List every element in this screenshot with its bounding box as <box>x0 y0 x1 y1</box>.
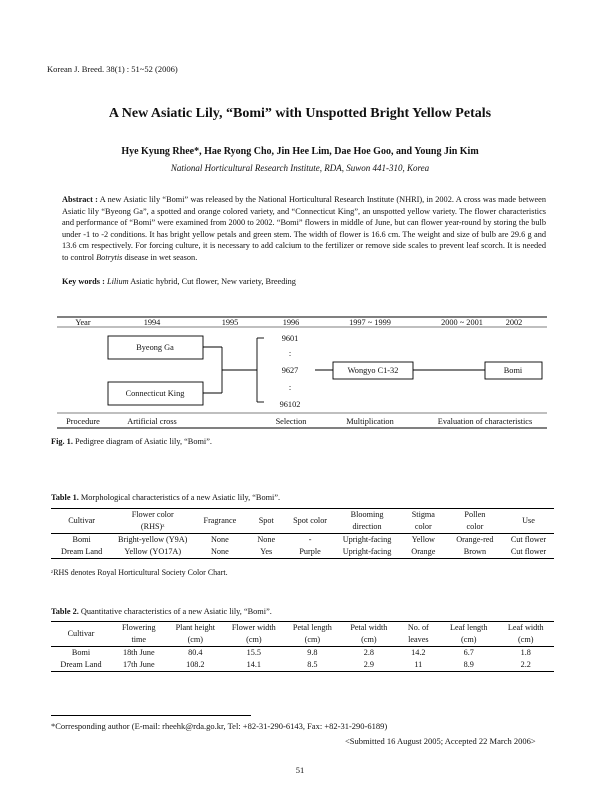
affiliation: National Horticultural Research Institute, RDA, Suwon 441-310, Korea <box>170 163 430 173</box>
line-dots-1: : <box>288 349 292 358</box>
table2 <box>51 621 554 672</box>
line-9601: 9601 <box>281 334 299 343</box>
table1-cell: - <box>308 535 312 544</box>
table2-cell: 8.5 <box>284 659 341 672</box>
year-1996: 1996 <box>282 318 300 327</box>
table2-header-plant-height: Plant height (cm) <box>167 622 224 647</box>
year-2002: 2002 <box>505 318 523 327</box>
table2-cell: 2.9 <box>341 659 397 672</box>
table1-header-pollen-color: Pollen color <box>447 509 503 534</box>
table1-cell: None <box>211 535 229 544</box>
table1-header-row <box>51 509 554 534</box>
table1-header-use: Use <box>503 509 554 534</box>
table1-header-blooming-direction: Blooming direction <box>334 509 400 534</box>
table1-header-flower-color: Flower color (RHS)ᶻ <box>112 509 193 534</box>
keywords-text: Asiatic hybrid, Cut flower, New variety, Breeding <box>128 277 296 286</box>
year-1995: 1995 <box>221 318 239 327</box>
table1-footnote: ᶻRHS denotes Royal Horticultural Society Color Chart. <box>51 568 228 577</box>
procedure-artificial-cross: Artificial cross <box>127 417 177 426</box>
table2-cell: 9.8 <box>307 648 318 657</box>
table2-header-flowering-time: Flowering time <box>111 622 167 647</box>
paper-title: A New Asiatic Lily, “Bomi” with Unspotted Bright Yellow Petals <box>108 106 492 121</box>
table1-cell: Upright-facing <box>334 546 400 559</box>
table2-caption-label: Table 2. <box>51 607 79 616</box>
table-row <box>51 534 554 547</box>
table2-header-petal-width: Petal width (cm) <box>341 622 397 647</box>
table2-header-leaf-width: Leaf width (cm) <box>498 622 554 647</box>
journal-header: Korean J. Breed. 38(1) : 51~52 (2006) <box>47 64 178 74</box>
table1-caption-text: Morphological characteristics of a new Asiatic lily, “Bomi”. <box>78 493 281 502</box>
procedure-evaluation: Evaluation of characteristics <box>437 417 533 426</box>
table1-cell: Dream Land <box>51 546 112 559</box>
table2-cell: Bomi <box>71 648 91 657</box>
abstract-label: Abstract : <box>62 195 98 204</box>
author-list: Hye Kyung Rhee*, Hae Ryong Cho, Jin Hee Lim, Dae Hoe Goo, and Young Jin Kim <box>121 146 479 157</box>
line-dots-2: : <box>288 383 292 392</box>
table2-cell: 15.5 <box>246 648 261 657</box>
table2-cell: 80.4 <box>188 648 203 657</box>
abstract-text-end: disease in wet season. <box>122 252 198 262</box>
procedure-selection: Selection <box>275 417 307 426</box>
figure1-caption-label: Fig. 1. <box>51 437 73 446</box>
clone-label: Wongyo C1-32 <box>347 366 399 375</box>
table1-cell: Cut flower <box>503 546 554 559</box>
table1-header-cultivar: Cultivar <box>51 509 112 534</box>
table2-cell: 8.9 <box>440 659 497 672</box>
table1-caption <box>51 493 280 502</box>
table1-header-spot-color: Spot color <box>286 509 334 534</box>
table1-cell: Bright-yellow (Y9A) <box>118 535 188 544</box>
table1-header-fragrance: Fragrance <box>193 509 246 534</box>
year-label: Year <box>75 318 91 327</box>
table1-cell: Orange-red <box>456 535 494 544</box>
table1-caption-label: Table 1. <box>51 493 79 502</box>
table1-header-stigma-color: Stigma color <box>400 509 447 534</box>
year-1994: 1994 <box>143 318 161 327</box>
submission-dates: <Submitted 16 August 2005; Accepted 22 March 2006> <box>345 736 536 746</box>
table2-caption <box>51 607 272 616</box>
table1-cell: None <box>193 546 246 559</box>
abstract-text: A new Asiatic lily “Bomi” was released by the National Horticultural Research Institute (NHRI), in 2002. A cross was made between Asiatic lily “Byeong Ga”, a spotted and orange colored variety, and “Connecticut King”, an unspotted yellow variety. The flower characteristics and performance of “Bomi” were examined from 2000 to 2002. “Bomi” flowers in middle of June, but can flower year-round by storing the bulb under -1 to -2 conditions. It has bright yellow petals and green stem. The width of flower is 16.6 cm. The weight and size of bulb are 29.6 g and 13.6 cm respectively. For forcing culture, it is necessary to add calcium to the fertilizer or remove side scales to prevent leaf scorch. It is needed to control <box>62 195 546 262</box>
table2-cell: 18th June <box>122 648 155 657</box>
abstract-italic-term: Botrytis <box>96 252 123 262</box>
line-96102: 96102 <box>279 400 301 409</box>
table2-cell: 2.8 <box>363 648 374 657</box>
procedure-multiplication: Multiplication <box>346 417 394 426</box>
figure1-caption <box>51 437 212 446</box>
table2-header-cultivar: Cultivar <box>51 622 111 647</box>
table1-cell: Cut flower <box>510 535 547 544</box>
table2-cell: 108.2 <box>167 659 224 672</box>
table2-cell: 14.1 <box>224 659 284 672</box>
variety-label: Bomi <box>503 366 523 375</box>
parent1-label: Byeong Ga <box>136 343 174 352</box>
table2-header-flower-width: Flower width (cm) <box>224 622 284 647</box>
keywords-label: Key words : <box>62 277 105 286</box>
keywords-italic-term: Lilium <box>106 277 129 286</box>
table-row <box>51 659 554 672</box>
table1-cell: Orange <box>400 546 447 559</box>
procedure-label: Procedure <box>66 417 100 426</box>
table1-cell: Bomi <box>72 535 91 544</box>
table1-header-spot: Spot <box>247 509 286 534</box>
table1 <box>51 508 554 559</box>
table1-cell: None <box>257 535 276 544</box>
table2-cell: 2.2 <box>498 659 554 672</box>
table1-cell: Brown <box>447 546 503 559</box>
figure1-caption-text: Pedigree diagram of Asiatic lily, “Bomi”. <box>72 437 212 446</box>
table2-header-no-of-leaves: No. of leaves <box>397 622 440 647</box>
table2-cell: 1.8 <box>520 648 531 657</box>
table2-cell: Dream Land <box>51 659 111 672</box>
table2-cell: 14.2 <box>411 648 426 657</box>
table1-cell: Yellow (YO17A) <box>112 546 193 559</box>
page-number: 51 <box>295 765 305 775</box>
table1-cell: Yellow <box>411 535 435 544</box>
table1-cell: Upright-facing <box>342 535 392 544</box>
parent2-label: Connecticut King <box>125 389 185 398</box>
table-row <box>51 647 554 660</box>
table2-header-leaf-length: Leaf length (cm) <box>440 622 497 647</box>
table2-cell: 17th June <box>111 659 167 672</box>
table2-caption-text: Quantitative characteristics of a new Asiatic lily, “Bomi”. <box>78 607 272 616</box>
table2-cell: 6.7 <box>463 648 474 657</box>
table1-cell: Yes <box>247 546 286 559</box>
table1-cell: Purple <box>286 546 334 559</box>
table-row <box>51 546 554 559</box>
year-1997-1999: 1997 ~ 1999 <box>349 318 391 327</box>
year-2000-2001: 2000 ~ 2001 <box>441 318 483 327</box>
table2-header-petal-length: Petal length (cm) <box>284 622 341 647</box>
footnote-divider <box>51 715 251 716</box>
line-9627: 9627 <box>281 366 299 375</box>
table2-cell: 11 <box>397 659 440 672</box>
table2-header-row <box>51 622 554 647</box>
corresponding-author: *Corresponding author (E-mail: rheehk@rda.go.kr, Tel: +82-31-290-6143, Fax: +82-31-290-6189) <box>51 721 388 731</box>
